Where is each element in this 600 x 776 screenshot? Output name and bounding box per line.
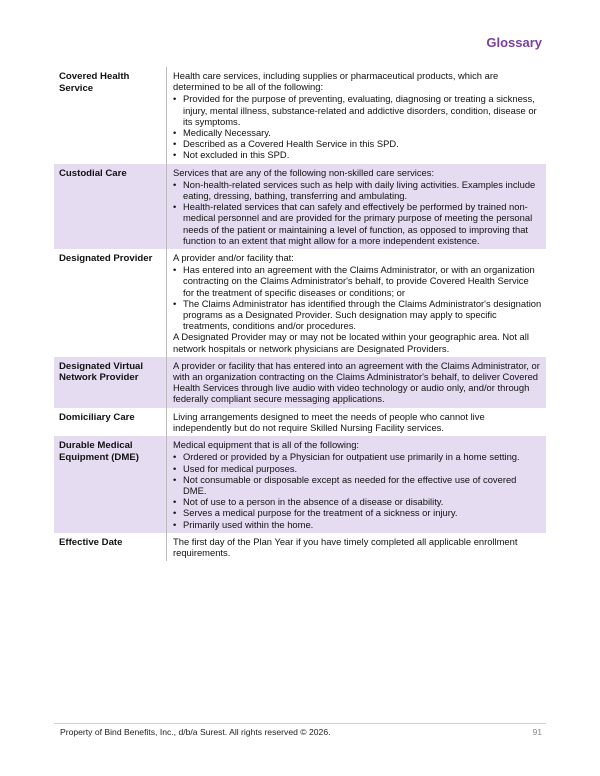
glossary-row — [54, 357, 546, 408]
list-item: • Medically Necessary. — [183, 127, 542, 138]
definition-text: Services that are any of the following non-skilled care services: — [173, 166, 435, 178]
definition-text: A provider or facility that has entered into an agreement with the Claims Administrator, or with an organization contracting on the Claims Administrator's behalf, to deliver Covered Health Services through live audio with video technology or audio only, and/or through federally compliant secure messaging applications. — [173, 359, 540, 405]
glossary-term: Designated Virtual Network Provider — [54, 357, 167, 408]
list-item: • Provided for the purpose of preventing, evaluating, diagnosing or treating a sickness, injury, mental illness, substance-related and addictive disorders, condition, disease or its symptoms. — [183, 93, 542, 127]
definition-text: Living arrangements designed to meet the needs of people who cannot live independently but do not require Skilled Nursing Facility services. — [173, 410, 485, 433]
glossary-row — [54, 436, 546, 533]
list-item: • Used for medical purposes. — [183, 463, 542, 474]
glossary-definition — [167, 164, 546, 249]
page-number: 91 — [532, 727, 542, 737]
definition-list — [173, 264, 542, 331]
glossary-row — [54, 533, 546, 561]
definition-list — [173, 179, 542, 246]
definition-text: The first day of the Plan Year if you have timely completed all applicable enrollment requirements. — [173, 535, 518, 558]
page-title: Glossary — [486, 35, 542, 50]
list-item: • Ordered or provided by a Physician for outpatient use primarily in a home setting. — [183, 451, 542, 462]
glossary-definition — [167, 436, 546, 533]
glossary-definition — [167, 249, 546, 357]
glossary-definition — [167, 67, 546, 164]
glossary-definition — [167, 357, 546, 408]
list-item: • The Claims Administrator has identified through the Claims Administrator's designation programs as a Designated Provider. Such designation may apply to specific treatments, conditions and/or procedures. — [183, 298, 542, 332]
definition-text: Health care services, including supplies or pharmaceutical products, which are determined to be all of the following: — [173, 70, 499, 93]
list-item: • Non-health-related services such as help with daily living activities. Examples include eating, dressing, bathing, transferring and ambulating. — [183, 179, 542, 201]
glossary-term: Effective Date — [54, 533, 167, 561]
definition-note: A Designated Provider may or may not be located within your geographic area. Not all network hospitals or network physicians are Designated Providers. — [173, 331, 529, 354]
glossary-term: Covered Health Service — [54, 67, 167, 164]
glossary-term: Custodial Care — [54, 164, 167, 249]
footer-divider — [54, 723, 546, 724]
glossary-row — [54, 249, 546, 357]
list-item: • Primarily used within the home. — [183, 519, 542, 530]
glossary-term: Designated Provider — [54, 249, 167, 357]
list-item: • Described as a Covered Health Service in this SPD. — [183, 138, 542, 149]
glossary-row — [54, 408, 546, 436]
list-item: • Has entered into an agreement with the Claims Administrator, or with an organization contracting on the Claims Administrator's behalf, to provide Covered Health Service for the treatment of specific diseases or conditions; or — [183, 264, 542, 298]
definition-list — [173, 451, 542, 529]
glossary-row — [54, 67, 546, 164]
glossary-term: Durable Medical Equipment (DME) — [54, 436, 167, 533]
list-item: • Not of use to a person in the absence of a disease or disability. — [183, 496, 542, 507]
definition-text: A provider and/or facility that: — [173, 252, 294, 264]
footer-copyright: Property of Bind Benefits, Inc., d/b/a Surest. All rights reserved © 2026. — [60, 727, 331, 737]
definition-text: Medical equipment that is all of the following: — [173, 439, 360, 451]
glossary-table — [54, 67, 546, 561]
glossary-definition — [167, 533, 546, 561]
glossary-term: Domiciliary Care — [54, 408, 167, 436]
glossary-row — [54, 164, 546, 249]
glossary-definition — [167, 408, 546, 436]
list-item: • Serves a medical purpose for the treatment of a sickness or injury. — [183, 507, 542, 518]
list-item: • Not consumable or disposable except as needed for the effective use of covered DME. — [183, 474, 542, 496]
definition-list — [173, 93, 542, 160]
list-item: • Health-related services that can safely and effectively be performed by trained non-medical personnel and are provided for the primary purpose of meeting the personal needs of the patient or maintaining a level of function, as opposed to improving that function to an extent that might allow for a more independent existence. — [183, 201, 542, 246]
list-item: • Not excluded in this SPD. — [183, 149, 542, 160]
